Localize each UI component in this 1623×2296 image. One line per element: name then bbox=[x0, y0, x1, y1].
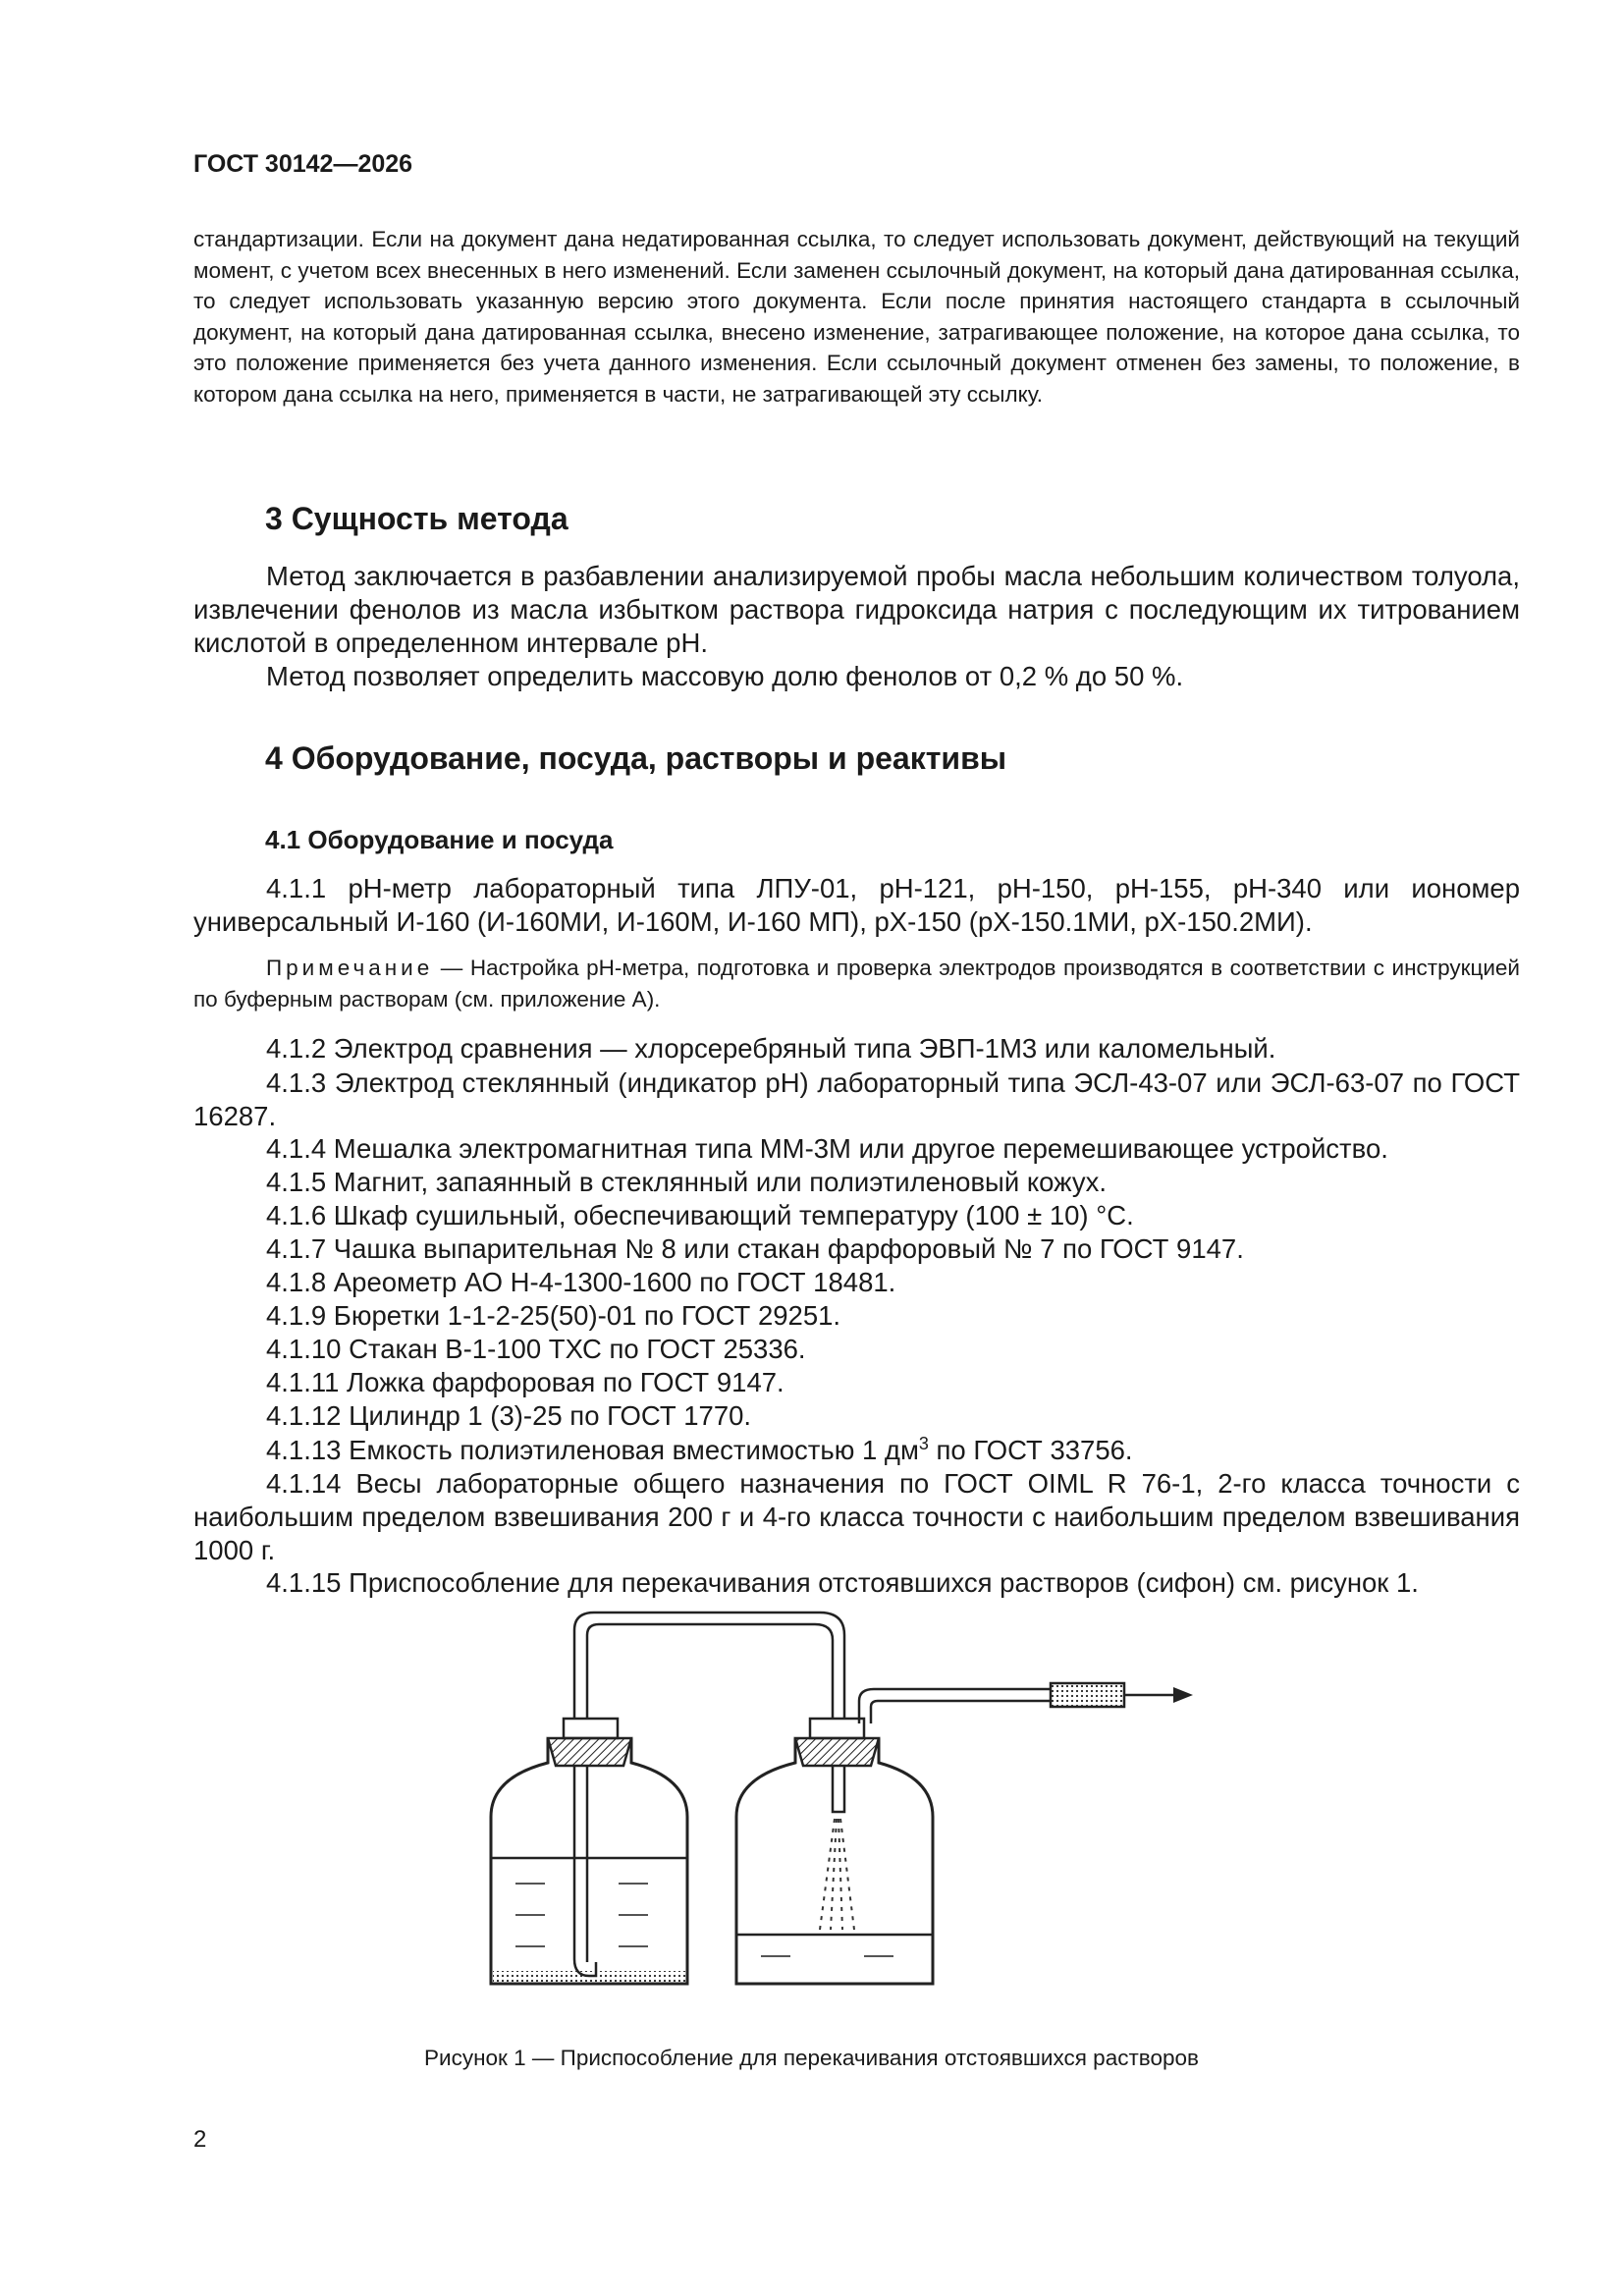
item-4-1-14: 4.1.14 Весы лабораторные общего назначения по ГОСТ OIML R 76-1, 2-го класса точности с наибольшим пределом взвешивания 200 г и 4-го класса точности с наибольшим пределом взвешивания 1000 г. bbox=[193, 1468, 1520, 1565]
siphon-tube-outer bbox=[574, 1613, 844, 1723]
item-4-1-1: 4.1.1 pH-метр лабораторный типа ЛПУ-01, pH-121, pH-150, pH-155, pH-340 или иономер универсальный И-160 (И-160МИ, И-160М, И-160 МП), pX-150 (pX-150.1МИ, pX-150.2МИ). bbox=[193, 873, 1520, 937]
outlet-connector bbox=[1051, 1683, 1124, 1707]
item-4-1-7: 4.1.7 Чашка выпарительная № 8 или стакан фарфоровый № 7 по ГОСТ 9147. bbox=[266, 1233, 1244, 1264]
item-4-1-15: 4.1.15 Приспособление для перекачивания отстоявшихся растворов (сифон) см. рисунок 1. bbox=[266, 1567, 1419, 1598]
item-4-1-2: 4.1.2 Электрод сравнения — хлорсеребряный типа ЭВП-1М3 или каломельный. bbox=[266, 1033, 1276, 1064]
item-4-1-10: 4.1.10 Стакан В-1-100 ТХС по ГОСТ 25336. bbox=[266, 1334, 806, 1364]
siphon-tube-inner bbox=[587, 1624, 833, 1723]
right-stopper bbox=[795, 1738, 879, 1766]
left-stopper-top bbox=[564, 1719, 618, 1738]
note bbox=[193, 953, 1520, 1014]
item-4-1-9: 4.1.9 Бюретки 1-1-2-25(50)-01 по ГОСТ 29251. bbox=[266, 1300, 841, 1331]
item-4-1-13 bbox=[193, 1434, 1520, 1466]
item-4-1-8: 4.1.8 Ареометр АО Н-4-1300-1600 по ГОСТ 18481. bbox=[266, 1267, 896, 1297]
outlet-tube bbox=[859, 1689, 1051, 1723]
item-4-1-12: 4.1.12 Цилиндр 1 (3)-25 по ГОСТ 1770. bbox=[266, 1400, 752, 1431]
item-4-1-5: 4.1.5 Магнит, запаянный в стеклянный или полиэтиленовый кожух. bbox=[266, 1167, 1107, 1197]
right-stopper-top bbox=[810, 1719, 864, 1738]
intro-paragraph: стандартизации. Если на документ дана недатированная ссылка, то следует использовать документ, действующий на текущий момент, с учетом всех внесенных в него изменений. Если заменен ссылочный документ, на который дана датированная ссылка, то следует использовать указанную версию этого документа. Если после принятия настоящего стандарта в ссылочный документ, на который дана датированная ссылка, внесено изменение, затрагивающее положение, на которое дана ссылка, то это положение применяется без учета данного изменения. Если ссылочный документ отменен без замены, то положение, в котором дана ссылка на него, применяется в части, не затрагивающей эту ссылку. bbox=[193, 227, 1520, 407]
item-4-1-13-text: 4.1.13 Емкость полиэтиленовая вместимостью 1 дм bbox=[266, 1435, 919, 1466]
section-4-1-title: 4.1 Оборудование и посуда bbox=[265, 825, 614, 854]
section-3-paragraph-1: Метод заключается в разбавлении анализируемой пробы масла небольшим количеством толуола, извлечении фенолов из масла избытком раствора гидроксида натрия с последующим их титрованием кислотой в определенном интервале pH. bbox=[193, 561, 1520, 658]
item-4-1-11: 4.1.11 Ложка фарфоровая по ГОСТ 9147. bbox=[266, 1367, 784, 1397]
page-number: 2 bbox=[193, 2126, 207, 2153]
siphon-figure bbox=[471, 1591, 1237, 2023]
item-4-1-13-suffix: по ГОСТ 33756. bbox=[928, 1435, 1133, 1466]
document-id: ГОСТ 30142—2026 bbox=[193, 150, 413, 178]
note-text: — Настройка pH-метра, подготовка и проверка электродов производятся в соответствии с инструкцией по буферным растворам (см. приложение А). bbox=[193, 956, 1520, 1011]
section-3-title: 3 Сущность метода bbox=[265, 501, 568, 536]
left-stopper bbox=[548, 1738, 631, 1766]
section-4-title: 4 Оборудование, посуда, растворы и реактивы bbox=[265, 740, 1007, 776]
figure-caption: Рисунок 1 — Приспособление для перекачивания отстоявшихся растворов bbox=[424, 2046, 1199, 2070]
item-4-1-4: 4.1.4 Мешалка электромагнитная типа ММ-3М или другое перемешивающее устройство. bbox=[266, 1133, 1388, 1164]
flow-arrow-icon bbox=[1173, 1687, 1193, 1703]
section-3-paragraph-2: Метод позволяет определить массовую долю фенолов от 0,2 % до 50 %. bbox=[266, 661, 1184, 691]
note-label: Примечание bbox=[266, 956, 434, 980]
item-4-1-13-superscript: 3 bbox=[918, 1434, 929, 1453]
item-4-1-6: 4.1.6 Шкаф сушильный, обеспечивающий температуру (100 ± 10) °С. bbox=[266, 1200, 1134, 1230]
item-4-1-3: 4.1.3 Электрод стеклянный (индикатор pH) лабораторный типа ЭСЛ-43-07 или ЭСЛ-63-07 по ГОСТ 16287. bbox=[193, 1067, 1520, 1131]
